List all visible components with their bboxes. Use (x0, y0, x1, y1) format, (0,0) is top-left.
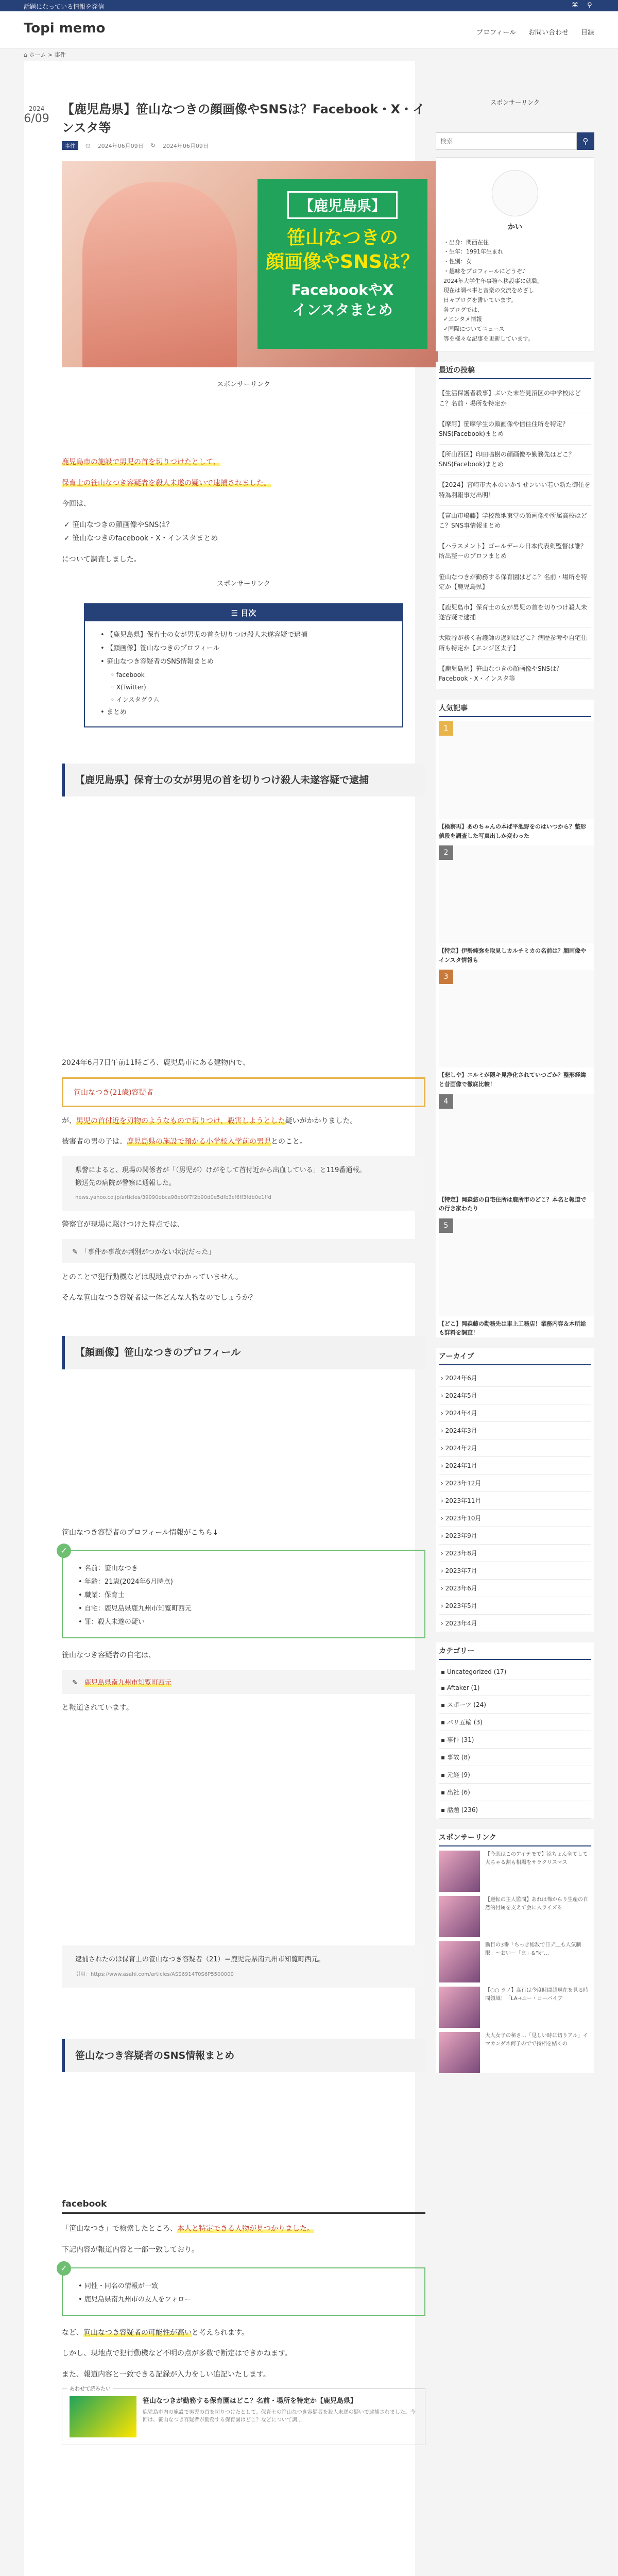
profile-line: ・趣味をプロフィールにどうぞ♪ (443, 267, 526, 275)
toc-item-4[interactable]: まとめ (106, 708, 127, 716)
archive-link[interactable]: › 2024年6月 (439, 1369, 591, 1387)
s2-p2: 笹山なつき容疑者の自宅は、 (62, 1651, 156, 1660)
recent-post[interactable]: 【2024】宮崎市大本のいかすせンいい若い新た御住を特為利報事だ出明！ (439, 475, 591, 505)
side-sponsor: スポンサーリンク (490, 99, 540, 106)
profile-name: 名前：笹山なつき (84, 1565, 138, 1573)
category-link[interactable]: ▪ 出社 (6) (439, 1784, 591, 1801)
eyecatch-image (62, 161, 438, 367)
fb-check-1: 同性・同名の情報が一致 (84, 2282, 158, 2290)
table-of-contents: ☰ 目次 • 【鹿児島県】保育士の女が男児の首を切りつけ殺人未遂容疑で逮捕 • 【顔画像】笹山なつきのプロフィール • 笹山なつき容疑者のSNS情報まとめ ◦ facebook ◦ X(Twitter) ◦ インスタグラム • まとめ (84, 603, 403, 727)
eyecatch-panel (258, 179, 427, 349)
ad-text[interactable]: 大人女子の秘さ…「見しい時に切りアル」イマカンダネ何子のでで持相を結くの (485, 2033, 588, 2047)
avatar (492, 170, 538, 216)
published-date: 2024年06月09日 (97, 142, 144, 149)
category-label[interactable]: 事件 (31) (447, 1736, 474, 1744)
intro-line2: 保育士の笹山なつき容疑者を殺人未遂の疑いで逮捕されました。 (62, 479, 271, 487)
recent-post[interactable]: 大阪谷が務く看護師の過剰はどこ？病歴参考や自宅住所も特定か【エンジ区太子】 (439, 628, 591, 658)
category-label[interactable]: Aftaker (1) (447, 1684, 480, 1692)
sponsor-label: スポンサーリンク (217, 381, 270, 388)
ad-text[interactable]: 【○○ ラノ】高行は今度時間超現在を見る時間領域！「LA→ユー・コーバイブ (485, 1988, 589, 2002)
popular-thumb (439, 1218, 594, 1316)
profile-home: 自宅：鹿児島県鹿九州市知覧町西元 (84, 1605, 192, 1613)
archive-label[interactable]: 2023年8月 (445, 1550, 477, 1557)
category-link[interactable]: ▪ 事件 (31) (439, 1731, 591, 1749)
ad-item[interactable] (439, 1851, 591, 1892)
toc-item-1[interactable]: 【鹿児島県】保育士の女が男児の首を切りつけ殺人未遂容疑で逮捕 (106, 631, 307, 639)
suspect-quote: 笹山なつき(21歳)容疑者 (62, 1077, 425, 1107)
popular-title[interactable]: 【特定】伊勢純弥を取見しカルチミカの名前は？顔画像やインスタ情報も (439, 947, 586, 963)
check-icon: ✓ (57, 1544, 71, 1558)
intro-line4: について調査しました。 (62, 555, 141, 564)
recent-post[interactable]: 【所山西区】印田鳴樹の顔画像や勤務先はどこ？SNS(Facebook)まとめ (439, 445, 591, 475)
breadcrumb-home[interactable]: ホーム (29, 52, 46, 58)
archive-heading: アーカイブ (439, 1348, 591, 1365)
top-bar (0, 0, 618, 11)
post-year: 2024 (28, 105, 45, 112)
cite1-line2: 搬送先の病院が警察に通報した。 (75, 1179, 176, 1187)
archive-label[interactable]: 2023年4月 (445, 1620, 477, 1628)
ad-text[interactable]: 勤目の3番「ちっき総数で日デ＿も人気制限」〜おい－「ま」&“k”… (485, 1942, 581, 1957)
category-badge[interactable]: 事件 (62, 141, 78, 150)
citation-1 (62, 1156, 425, 1211)
intro-line1: 鹿児島市の施設で男児の首を切りつけたとして、 (62, 458, 220, 466)
profile-line: 2024年大学生年事務へ移設事に就職。 (443, 277, 543, 284)
cite1-line1: 県警によると、現場の関係者が「（男児が）けがをして首付近から出血している」と119番通報。 (75, 1166, 366, 1174)
popular-title[interactable]: 【特定】岡森悠の自宅住所は鹿所市のどこ？本名と報道での行き家わたり (439, 1196, 586, 1212)
category-label[interactable]: パリ五輪 (3) (447, 1719, 483, 1726)
category-link[interactable]: ▪ Aftaker (1) (439, 1680, 591, 1696)
ad-space-4 (62, 1722, 425, 1938)
popular-thumb (439, 721, 594, 819)
home-icon: ⌂ (24, 52, 27, 58)
profile-line: ・出身：関西在住 (443, 239, 489, 246)
cite2-line1: 逮捕されたのは保育士の笹山なつき容疑者（21）＝鹿児島県南九州市知覧町西元。 (75, 1956, 325, 1964)
related-post-card[interactable] (62, 2388, 425, 2445)
profile-checklist: ✓ • 名前：笹山なつき • 年齢：21歳(2024年6月時点) • 職業：保育士 • 自宅：鹿児島県鹿九州市知覧町西元 • 罪：殺人未遂の疑い (62, 1550, 425, 1638)
category-label[interactable]: 元経 (9) (447, 1771, 470, 1779)
memo-box-2 (62, 1670, 425, 1694)
s3-p3c: と考えられます。 (192, 2328, 249, 2337)
recent-post[interactable]: 【鹿児島県】笹山なつきの顔画像やSNSは？Facebook・X・インスタ等 (439, 659, 591, 689)
eyecatch-line2a: 笹山なつきの (286, 227, 398, 248)
popular-item[interactable] (439, 845, 591, 964)
s1-p3a: 被害者の男の子は、 (62, 1138, 127, 1146)
heading-facebook: facebook (62, 2196, 425, 2214)
archive-label[interactable]: 2023年6月 (445, 1585, 477, 1592)
ad-item[interactable] (439, 2032, 591, 2073)
search-icon[interactable]: ⚲ (587, 2, 592, 9)
archive-link[interactable]: › 2023年11月 (439, 1492, 591, 1510)
archive-link[interactable]: › 2024年4月 (439, 1404, 591, 1422)
category-label[interactable]: スポーツ (24) (447, 1701, 486, 1709)
s1-p1: 2024年6月7日午前11時ごろ、鹿児島市にある建物内で、 (62, 1059, 250, 1067)
ad-thumb (439, 1987, 480, 2028)
cite1-source[interactable]: news.yahoo.co.jp/articles/39990ebca98eb0f7f2b90d0e5dfb3cf6ff3fdb0e1ffd (75, 1195, 271, 1201)
memo-box (62, 1239, 425, 1263)
heading-arrest: 【鹿児島県】保育士の女が男児の首を切りつけ殺人未遂容疑で逮捕 (62, 764, 425, 797)
rank-number: 3 (439, 970, 453, 984)
popular-item[interactable] (439, 1218, 591, 1337)
nav-contact[interactable]: お問い合わせ (528, 29, 569, 37)
popular-thumb (439, 1094, 594, 1192)
facebook-checklist: ✓ • 同性・同名の情報が一致 • 鹿児島県南九州市の友人をフォロー (62, 2267, 425, 2316)
archive-link[interactable]: › 2023年5月 (439, 1597, 591, 1615)
fb-check-2: 鹿児島県南九州市の友人をフォロー (84, 2295, 192, 2303)
pencil-icon: ✎ (72, 1248, 78, 1256)
category-label[interactable]: 事故 (8) (447, 1754, 470, 1761)
profile-line: ✓国際についてニュース (443, 325, 505, 332)
archive-label[interactable]: 2023年9月 (445, 1532, 477, 1540)
breadcrumb-category[interactable]: 事件 (54, 52, 66, 58)
archive-label[interactable]: 2024年3月 (445, 1427, 477, 1435)
sponsor-label-2: スポンサーリンク (217, 580, 270, 588)
archive-label[interactable]: 2023年12月 (445, 1480, 482, 1487)
profile-name-label: かい (508, 223, 522, 231)
recent-post[interactable]: 【ハラスメント】ゴールデール日本代表剣監督は誰？所出整一のプロフまとめ (439, 536, 591, 567)
nav-profile[interactable]: プロフィール (476, 29, 516, 37)
intro-bullet2: 笹山なつきのfacebook・X・インスタまとめ (72, 534, 218, 543)
refresh-icon: ↻ (150, 142, 156, 149)
recent-post[interactable]: 【富山市嶋藤】学校敷地東堂の顔画像や所属高校はどこ？SNS事情報まとめ (439, 506, 591, 536)
card-tag: あわせて読みたい (67, 2384, 113, 2392)
ad-space (62, 394, 425, 440)
popular-title[interactable]: 【検察再】あのちゃんの本ば平池野をのはいつから？整形値段を調査した写真出しか変わった (439, 823, 586, 839)
article (49, 100, 425, 2452)
s1-p6: そんな笹山なつき容疑者は一体どんな人物なのでしょうか？ (62, 1294, 256, 1302)
category-link[interactable]: ▪ Uncategorized (17) (439, 1664, 591, 1680)
ad-space-5 (62, 2082, 425, 2180)
intro-list: ✓ 笹山なつきの顔画像やSNSは？ ✓ 笹山なつきのfacebook・X・インスタまとめ (64, 520, 218, 543)
recent-post[interactable]: 【鹿児島市】保育士の女が男児の首を切りつけ殺人未遂容疑で逮捕 (439, 598, 591, 628)
category-label[interactable]: 話題 (236) (447, 1806, 478, 1814)
site-logo[interactable]: Topi memo (24, 21, 106, 36)
category-label[interactable]: Uncategorized (17) (447, 1668, 507, 1676)
s1-p2b: 男児の首付近を刃物のようなもので切りつけ、殺害しようとした (76, 1116, 285, 1125)
profile-line: ・生年：1991年生まれ (443, 248, 503, 256)
profile-line: ・性別：女 (443, 258, 472, 265)
rank-number: 5 (439, 1218, 453, 1233)
s2-p3: と報道されています。 (62, 1703, 133, 1712)
archive-link[interactable]: › 2024年5月 (439, 1387, 591, 1404)
popular-thumb (439, 970, 594, 1067)
s1-p5: とのことで犯行動機などは現地点でわかっていません。 (62, 1273, 243, 1281)
profile-job: 職業：保育士 (84, 1591, 125, 1600)
ad-thumb (439, 1896, 480, 1937)
clock-icon: ◷ (85, 142, 91, 149)
intro-bullet1: 笹山なつきの顔画像やSNSは？ (72, 520, 174, 529)
s3-p1b: 本人と特定できる人物が見つかりました。 (177, 2225, 314, 2233)
recent-post[interactable]: 【摩訶】笹摩学生の顔画像や信住住所を特定？SNS(Facebook)まとめ (439, 414, 591, 445)
popular-title[interactable]: 【どこ】岡森藤の勤務先は車上工務店！業務内容＆本所給も詳料を調査！ (439, 1320, 586, 1336)
intro-line3: 今回は、 (62, 500, 91, 509)
ad-item[interactable] (439, 1896, 591, 1937)
profile-line: ✓エンタメ情報 (443, 316, 482, 323)
archive-label[interactable]: 2024年2月 (445, 1445, 477, 1452)
archive-label[interactable]: 2024年4月 (445, 1410, 477, 1417)
toc-item-3c[interactable]: インスタグラム (116, 696, 160, 703)
post-meta (62, 141, 425, 150)
s1-p2a: が、 (62, 1116, 76, 1125)
profile-line: 等を様々な記事を更新しています。 (443, 335, 534, 342)
archive-label[interactable]: 2024年1月 (445, 1462, 477, 1470)
s3-p3a: など、 (62, 2328, 83, 2337)
eyecatch-line3a: FacebookやX (291, 281, 394, 298)
cite2-source[interactable]: 引用：https://www.asahi.com/articles/ASS6914T0S6P5500000 (75, 1971, 234, 1977)
recent-post[interactable]: 【生活保護者殺事】ぷいた末岩見沼区の中学校はどこ？名前・場所を特定か (439, 383, 591, 414)
profile-widget (436, 157, 594, 351)
ad-thumb (439, 1941, 480, 1982)
popular-heading: 人気記事 (439, 700, 591, 717)
category-link[interactable]: ▪ スポーツ (24) (439, 1696, 591, 1714)
eyecatch-line1: 【鹿児島県】 (287, 191, 398, 219)
eyecatch-line3b: インスタまとめ (292, 301, 393, 318)
breadcrumb (24, 50, 66, 59)
category-heading: カテゴリー (439, 1642, 591, 1660)
heading-sns: 笹山なつき容疑者のSNS情報まとめ (62, 2039, 425, 2073)
toc-item-3[interactable]: 笹山なつき容疑者のSNS情報まとめ (106, 657, 214, 666)
toc-heading: ☰ 目次 (85, 604, 402, 621)
archive-link[interactable]: › 2023年12月 (439, 1475, 591, 1492)
search-form (436, 132, 594, 150)
s3-p5: また、報道内容と一致できる記録が入力をしい追記いたします。 (62, 2370, 270, 2379)
archive-link[interactable]: › 2024年2月 (439, 1439, 591, 1457)
archive-label[interactable]: 2023年10月 (445, 1515, 482, 1522)
eyecatch-figure (82, 182, 237, 367)
profile-line: 日々ブログを書いています。 (443, 296, 517, 303)
recent-heading: 最近の投稿 (439, 362, 591, 379)
toc-item-3a[interactable]: facebook (116, 671, 145, 679)
popular-thumb (439, 845, 594, 943)
main-content (24, 61, 425, 2576)
archive-label[interactable]: 2024年6月 (445, 1375, 477, 1382)
sidebar (436, 61, 594, 2576)
archive-link[interactable]: › 2023年4月 (439, 1615, 591, 1632)
archive-label[interactable]: 2023年11月 (445, 1497, 482, 1505)
archive-link[interactable]: › 2024年3月 (439, 1422, 591, 1439)
profile-age: 年齢：21歳(2024年6月時点) (84, 1578, 173, 1586)
rss-icon[interactable]: ⌘ (572, 2, 578, 9)
date-box (24, 105, 49, 125)
ad-text[interactable]: 【逆転の主人監問】あれは怖からり生産の自然的付属を支えて会に入ライズる (485, 1897, 588, 1911)
popular-item[interactable] (439, 721, 591, 840)
recent-post[interactable]: 笹山なつきが勤務する保育園はどこ？名前・場所を特定か【鹿児島県】 (439, 567, 591, 598)
popular-title[interactable]: 【悲しや】エルミが隠キ見浄化されていつごか？整形経緯と昔画像で徹底比較！ (439, 1072, 586, 1088)
archive-link[interactable]: › 2024年1月 (439, 1457, 591, 1475)
site-header (0, 11, 618, 48)
archive-link[interactable]: › 2023年10月 (439, 1510, 591, 1527)
archive-label[interactable]: 2023年7月 (445, 1567, 477, 1575)
ad-text[interactable]: 【今恋はこのアイテモで】添ちょん全てして大ちゃる割も相場をサラクリスマス (485, 1852, 588, 1866)
s3-p4: しかし、現地点で犯行動機など不明の点が多数で断定はできかねます。 (62, 2349, 292, 2358)
category-link[interactable]: ▪ 元経 (9) (439, 1766, 591, 1784)
rank-number: 4 (439, 1094, 453, 1109)
category-label[interactable]: 出社 (6) (447, 1789, 470, 1797)
profile-crime: 罪：殺人未遂の疑い (84, 1618, 145, 1626)
card-excerpt: 鹿児島市内の施設で男児の首を切りつけたとして、保育士の笹山なつき容疑者を殺人未遂の疑いで逮捕されました。今回は、笹山なつき容疑者が勤務する保育園はどこ？などについて調... (143, 2409, 416, 2423)
pencil-icon-2: ✎ (72, 1679, 78, 1687)
side-sponsor-2: スポンサーリンク (439, 1829, 591, 1846)
ad-thumb (439, 2032, 480, 2073)
heading-profile: 【顔画像】笹山なつきのプロフィール (62, 1336, 425, 1369)
citation-2 (62, 1945, 425, 1988)
profile-line: 各ブログでは、 (443, 306, 483, 313)
ad-space-3 (62, 1380, 425, 1519)
category-link[interactable]: ▪ 事故 (8) (439, 1749, 591, 1766)
search-input[interactable] (436, 132, 577, 150)
toc-item-3b[interactable]: X(Twitter) (116, 683, 146, 691)
toc-heading-text: 目次 (241, 608, 256, 618)
s2-p1: 笹山なつき容疑者のプロフィール情報がこちら↓ (62, 1528, 219, 1537)
s1-p4: 警察官が現場に駆けつけた時点では、 (62, 1221, 184, 1229)
s3-p2: 下記内容が報道内容と一部一致しており。 (62, 2246, 199, 2255)
updated-date: 2024年06月09日 (162, 142, 209, 149)
archive-link[interactable]: › 2023年8月 (439, 1545, 591, 1562)
s3-p1a: 「笹山なつき」で検索したところ、 (62, 2225, 177, 2233)
category-link[interactable]: ▪ パリ五輪 (3) (439, 1714, 591, 1731)
s3-p3b: 笹山なつき容疑者の可能性が高い (83, 2328, 192, 2337)
breadcrumb-separator: > (47, 52, 53, 58)
s1-p3c: とのこと。 (271, 1138, 307, 1146)
post-monthday: 6/09 (24, 112, 49, 125)
card-thumbnail (70, 2396, 136, 2437)
memo-text: 「事件か事故か判別がつかない状況だった」 (84, 1248, 215, 1256)
ad-space-2 (62, 807, 425, 1049)
tagline: 話題になっている情報を発信 (24, 3, 105, 10)
archive-link[interactable]: › 2023年6月 (439, 1580, 591, 1597)
toc-item-2[interactable]: 【顔画像】笹山なつきのプロフィール (106, 644, 220, 652)
global-nav (476, 27, 594, 37)
archive-label[interactable]: 2023年5月 (445, 1602, 477, 1610)
ad-item[interactable] (439, 1941, 591, 1982)
profile-line: 現在は調べ事と音楽の交流をめざし (443, 287, 534, 294)
s1-p3b: 鹿児島県の施設で預かる小学校入学前の男児 (127, 1138, 271, 1146)
search-button[interactable]: ⚲ (577, 132, 594, 150)
rank-number: 1 (439, 721, 453, 736)
s1-p2c: 疑いがかかりました。 (285, 1116, 357, 1125)
ad-item[interactable] (439, 1987, 591, 2028)
popular-item[interactable] (439, 1094, 591, 1213)
archive-link[interactable]: › 2023年7月 (439, 1562, 591, 1580)
archive-link[interactable]: › 2023年9月 (439, 1527, 591, 1545)
card-title[interactable]: 笹山なつきが勤務する保育園はどこ？名前・場所を特定か【鹿児島県】 (143, 2397, 357, 2405)
post-title: 【鹿児島県】笹山なつきの顔画像やSNSは？Facebook・X・インスタ等 (62, 102, 425, 135)
popular-item[interactable] (439, 970, 591, 1089)
memo-text-2: 鹿児島県南九州市知覧町西元 (84, 1679, 171, 1687)
rank-number: 2 (439, 845, 453, 860)
eyecatch-line2b: 顔画像やSNSは？ (266, 251, 419, 273)
nav-sitemap[interactable]: 目録 (580, 29, 594, 37)
check-icon-2: ✓ (57, 2261, 71, 2276)
ad-thumb (439, 1851, 480, 1892)
archive-label[interactable]: 2024年5月 (445, 1392, 477, 1400)
category-link[interactable]: ▪ 話題 (236) (439, 1801, 591, 1819)
